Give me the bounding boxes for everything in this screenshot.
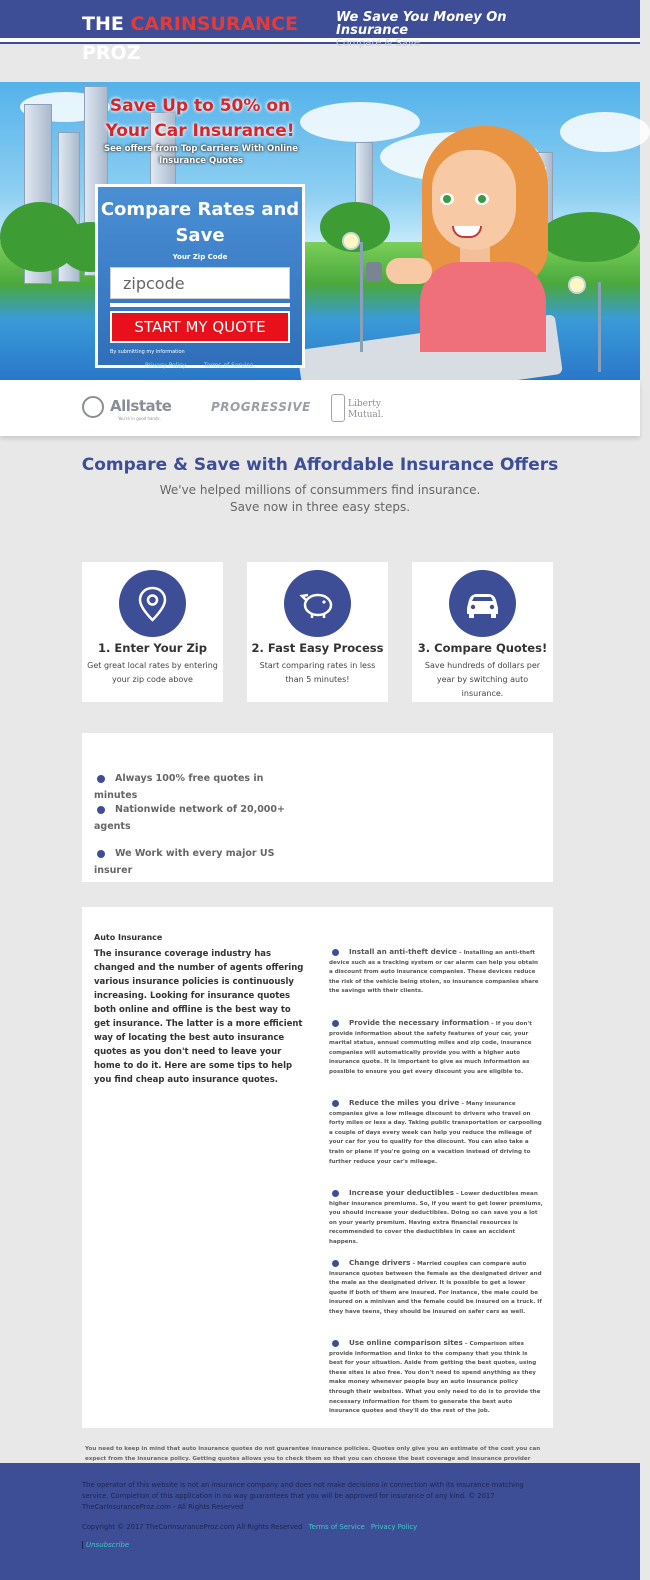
footer-privacy-link[interactable]: Privacy Policy xyxy=(370,1523,418,1531)
bullet-icon xyxy=(332,949,339,956)
cloud-illustration xyxy=(560,112,650,152)
woman-hand-illustration xyxy=(386,258,432,284)
benefits-panel xyxy=(82,733,553,882)
liberty-line1: Liberty xyxy=(348,399,381,409)
tip-heading: Use online comparison sites xyxy=(349,1338,463,1347)
tip-lead: – Married couples can compare auto xyxy=(410,1261,527,1267)
step-title: 3. Compare Quotes! xyxy=(417,641,548,655)
liberty-line2: Mutual. xyxy=(348,410,384,420)
step-title: 2. Fast Easy Process xyxy=(251,641,384,655)
allstate-logo xyxy=(82,396,182,420)
step-title: 1. Enter Your Zip xyxy=(98,641,207,655)
lamp-light-illustration xyxy=(568,276,586,294)
bullet-icon xyxy=(332,1340,339,1347)
hero-headline: Save Up to 50% on Your Car Insurance! xyxy=(105,96,295,141)
bullet-icon xyxy=(332,1190,339,1197)
benefit-item xyxy=(94,801,294,835)
quotes-note: You need to keep in mind that auto insurance quotes do not guarantee insurance policies. Quotes only give you an estimate of the cost you can expect from the insurance policy. Getting quotes allows you to check them so that you can choose the best coverage and insurance provider xyxy=(85,1446,541,1462)
tip-item xyxy=(329,1338,543,1417)
logo-proz: PROZ xyxy=(82,42,141,64)
tip-text: companies give a low mileage discount to drivers who travel on forty miles or less a day. Taking public transportation or carpooling a couple of days every week can help you reduce the mileage of your car for you to qualify for the discount. You can also take a train or plane if you're going on a vacation instead of driving to further reduce your car's mileage. xyxy=(329,1110,542,1165)
tip-lead: – Many insurance xyxy=(459,1101,516,1107)
step-card-enter-zip xyxy=(82,562,223,702)
tip-text: higher insurance premiums. So, if you want to get lower premiums, you should increase your deductibles. Doing so can save you a lot on your yearly premium. Having extra financial resources is recommended to cover the deductibles in case an accident happens. xyxy=(329,1200,543,1245)
step-description: Save hundreds of dollars per year by switching auto insurance. xyxy=(424,661,541,698)
compare-subtitle-line1: We've helped millions of consummers find insurance. xyxy=(159,483,481,497)
bullet-icon xyxy=(332,1020,339,1027)
benefit-item xyxy=(94,845,294,879)
footer-copyright-row xyxy=(82,1523,417,1531)
form-disclaimer: By submitting my information xyxy=(110,349,185,355)
quote-form-title: Compare Rates and Save xyxy=(100,199,300,246)
lamp-light-illustration xyxy=(342,232,360,250)
logo-the: THE xyxy=(82,13,131,35)
bullet-icon xyxy=(97,806,105,814)
tip-text: provide information about the safety features of your car, your marital status, annual commuting miles and zip code, insurance companies will automatically provide you with a higher auto insurance quote. It is important to give as much information as possible to ensure you get every discount you are eligible to. xyxy=(329,1030,532,1075)
form-separator xyxy=(110,303,290,307)
header-tagline-faint: Compare & Save xyxy=(336,38,421,49)
allstate-wordmark: Allstate xyxy=(110,397,172,415)
tip-item xyxy=(329,1188,543,1248)
step-card-fast-process xyxy=(247,562,388,702)
benefit-text: Always 100% free quotes in minutes xyxy=(94,773,264,801)
tip-lead: – Comparison sites xyxy=(462,1341,524,1347)
compare-title: Compare & Save with Affordable Insurance Offers xyxy=(81,455,559,475)
auto-insurance-article xyxy=(82,907,553,1428)
partner-logos-strip xyxy=(0,380,640,436)
zip-label: Your Zip Code xyxy=(172,253,228,261)
lamp-post-illustration xyxy=(360,242,363,352)
woman-shirt-illustration xyxy=(420,262,546,352)
compare-subtitle xyxy=(0,482,640,516)
bullet-icon xyxy=(332,1100,339,1107)
article-title: Auto Insurance xyxy=(94,933,163,942)
footer-copyright: Copyright © 2017 TheCarInsuranceProz.com All Rights Reserved xyxy=(82,1523,303,1531)
tip-heading: Increase your deductibles xyxy=(349,1188,454,1197)
bullet-icon xyxy=(332,1260,339,1267)
site-footer xyxy=(0,1463,640,1580)
tip-item xyxy=(329,1258,543,1318)
article-body: The insurance coverage industry has changed and the number of agents offering various insurance policies is continuously increasing. Looking for insurance quotes both online and offline is the best way to get insurance. The latter is a more efficient way of locating the best auto insurance quotes as you don't need to leave your home to do it. Here are some tips to help you find cheap auto insurance quotes. xyxy=(94,949,304,1085)
tip-heading: Reduce the miles you drive xyxy=(349,1098,460,1107)
header-tagline: We Save You Money On Insurance xyxy=(336,10,507,38)
hero-subheadline: See offers from Top Carriers With Online Insurance Quotes xyxy=(104,144,298,166)
progressive-logo: PROGRESSIVE xyxy=(211,400,311,414)
allstate-slogan: You're in good hands. xyxy=(118,416,161,421)
step-description: Get great local rates by entering your zip code above xyxy=(87,661,218,684)
tip-text: insurance quotes between the female as the designated driver and the male as the designated driver. It is possible to get a lower quote if both of them are insured. For instance, the male could be insured on a minivan and the female could be insured on a truck. If they have teens, they should be insured on safer cars as well. xyxy=(329,1270,542,1315)
liberty-statue-icon xyxy=(331,394,345,422)
tip-lead: – If you don't xyxy=(489,1021,532,1027)
footer-terms-link[interactable]: Terms of Service xyxy=(308,1523,365,1531)
tip-lead: – Installing an anti-theft xyxy=(456,950,536,956)
cloud-illustration xyxy=(300,102,420,142)
tree-illustration xyxy=(540,212,640,262)
car-icon xyxy=(449,570,516,637)
liberty-mutual-logo xyxy=(348,399,384,421)
benefit-text: Nationwide network of 20,000+ agents xyxy=(94,804,285,832)
quote-form xyxy=(95,184,305,368)
privacy-link[interactable]: Privacy Policy xyxy=(145,362,186,369)
hero-legal-links xyxy=(145,362,271,369)
tip-text: provide information and links to the company that you think is best for your situation. Aside from getting the best quotes, using these sites is also free. You don't need to spend anything as they make money whenever people buy an auto insurance policy through their websites. What you only need to do is to provide the necessary information for them to generate the best auto insurance quotes and they'll do the rest of the job. xyxy=(329,1350,541,1415)
zipcode-input[interactable] xyxy=(110,267,290,299)
tip-heading: Change drivers xyxy=(349,1258,411,1267)
compare-subtitle-line2: Save now in three easy steps. xyxy=(229,500,411,514)
site-logo[interactable] xyxy=(82,10,302,68)
step-description: Start comparing rates in less than 5 minutes! xyxy=(259,661,376,684)
footer-disclaimer: The operator of this website is not an insurance company and does not make decisions in connection with its insurance matching service. Completion of this application in no way guarantees that you will be approved for insurance of any kind. © 2017 TheCarInsuranceProz.com - All Rights Reserved xyxy=(82,1481,524,1511)
woman-eye-icon xyxy=(440,193,454,205)
tip-text: device such as a tracking system or car alarm can help you obtain a discount from auto insurance companies. These devices reduce the risk of the vehicle being stolen, so insurance companies share the savings with their clients. xyxy=(329,959,539,995)
tip-item xyxy=(329,1018,543,1078)
bullet-icon xyxy=(97,850,105,858)
lamp-post-illustration xyxy=(598,282,601,372)
tip-heading: Install an anti-theft device xyxy=(349,947,457,956)
tip-item xyxy=(329,1098,543,1167)
tip-lead: – Lower deductibles mean xyxy=(453,1191,538,1197)
step-card-compare-quotes xyxy=(412,562,553,702)
start-quote-button[interactable]: START MY QUOTE xyxy=(110,311,290,343)
bullet-icon xyxy=(97,775,105,783)
piggy-bank-icon xyxy=(284,570,351,637)
location-pin-icon xyxy=(119,570,186,637)
woman-eye-icon xyxy=(475,193,489,205)
tip-item xyxy=(329,947,543,997)
terms-link[interactable]: Terms of Service xyxy=(203,362,254,369)
allstate-hands-icon xyxy=(82,396,104,418)
benefit-item xyxy=(94,770,294,804)
unsubscribe-link[interactable]: Unsubscribe xyxy=(82,1541,129,1549)
logo-carinsurance: CARINSURANCE xyxy=(130,13,298,35)
tip-heading: Provide the necessary information xyxy=(349,1018,490,1027)
car-key-icon xyxy=(366,262,382,282)
benefit-text: We Work with every major US insurer xyxy=(94,848,275,876)
